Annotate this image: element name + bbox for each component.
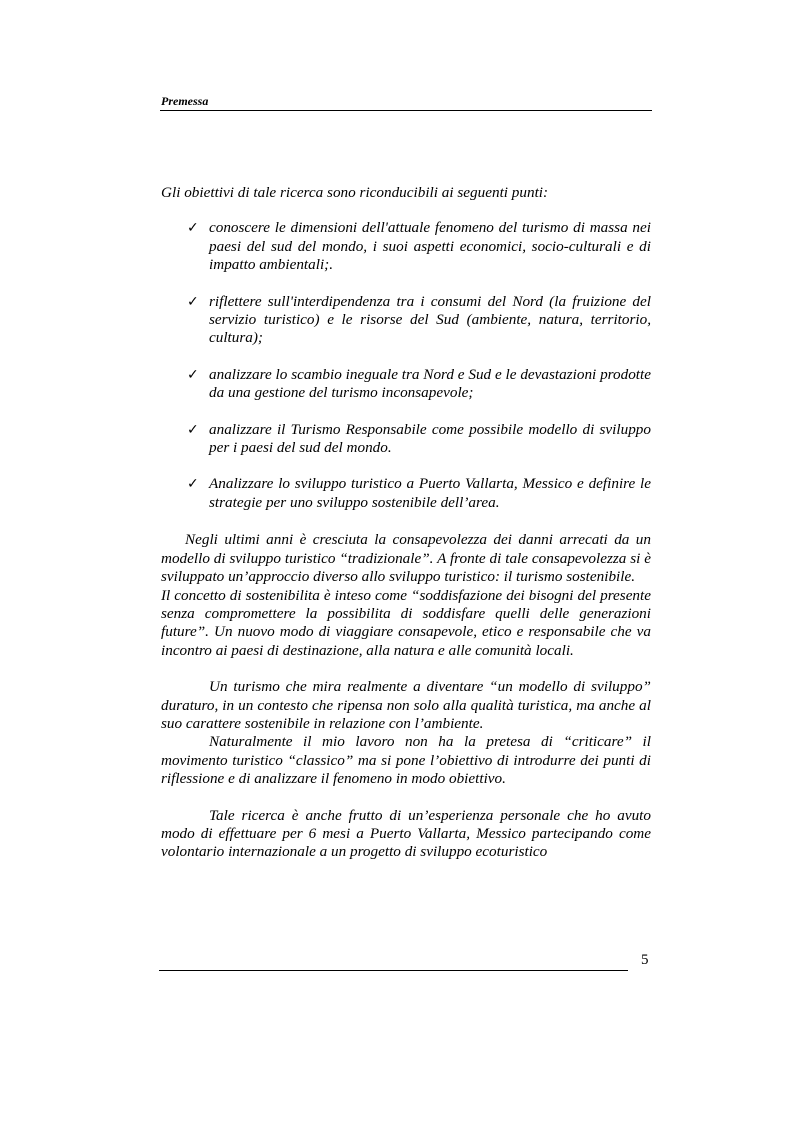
checkmark-icon: ✓ bbox=[187, 293, 199, 310]
checkmark-icon: ✓ bbox=[187, 421, 199, 438]
objective-text: analizzare lo scambio ineguale tra Nord e Sud e le devastazioni prodotte da una gestione del turismo inconsapevole; bbox=[209, 365, 651, 402]
objective-item bbox=[187, 475, 651, 512]
checkmark-icon: ✓ bbox=[187, 366, 199, 383]
paragraph-personal-experience: Tale ricerca è anche frutto di un’esperienza personale che ho avuto modo di effettuare per 6 mesi a Puerto Vallarta, Messico partecipando come volontario internazionale a un progetto di sviluppo ecoturistico bbox=[161, 806, 651, 861]
header-rule bbox=[160, 110, 652, 111]
objective-item bbox=[187, 292, 651, 348]
intro-sentence: Gli obiettivi di tale ricerca sono riconducibili ai seguenti punti: bbox=[161, 184, 549, 201]
objective-text: analizzare il Turismo Responsabile come possibile modello di sviluppo per i paesi del sud del mondo. bbox=[209, 420, 651, 457]
paragraph-development-model: Un turismo che mira realmente a diventare “un modello di sviluppo” duraturo, in un contesto che ripensa non solo alla qualità turistica, ma anche al suo carattere sostenibile in relazione con l’ambiente. bbox=[161, 678, 651, 732]
paragraph-awareness: Negli ultimi anni è cresciuta la consapevolezza dei danni arrecati da un modello di sviluppo turistico “tradizionale”. A fronte di tale consapevolezza si è sviluppato un’approccio diverso allo sviluppo turistico: il turismo sostenibile. bbox=[161, 531, 651, 586]
objective-item bbox=[187, 365, 651, 403]
checkmark-icon: ✓ bbox=[187, 220, 199, 237]
objective-text: conoscere le dimensioni dell'attuale fenomeno del turismo di massa nei paesi del sud del mondo, i suoi aspetti economici, socio-culturali e di impatto ambientali;. bbox=[209, 219, 651, 274]
paragraph-gap bbox=[161, 789, 651, 807]
objectives-list bbox=[161, 219, 651, 512]
paragraph-sustainability-concept: Il concetto di sostenibilita è inteso come “soddisfazione dei bisogni del presente senza compromettere la possibilita di soddisfare quelli delle generazioni future”. Un nuovo modo di viaggiare consapevole, etico e responsabile che va incontro ai paesi di destinazione, alla natura e alle comunità locali. bbox=[161, 586, 651, 659]
paragraph-objective-approach: Naturalmente il mio lavoro non ha la pretesa di “criticare” il movimento turistico “classico” ma si pone l’obiettivo di introdurre dei punti di riflessione e di analizzare il fenomeno in modo obiettivo. bbox=[161, 733, 651, 788]
objective-item bbox=[187, 219, 651, 274]
objective-text: riflettere sull'interdipendenza tra i consumi del Nord (la fruizione del servizio turistico) e le risorse del Sud (ambiente, natura, territorio, cultura); bbox=[209, 292, 651, 347]
page-number: 5 bbox=[641, 952, 649, 968]
running-header: Premessa bbox=[161, 94, 209, 108]
checkmark-icon: ✓ bbox=[187, 476, 199, 493]
footer-rule bbox=[159, 970, 628, 971]
page-body bbox=[161, 184, 651, 862]
objective-item bbox=[187, 420, 651, 458]
objective-text: Analizzare lo sviluppo turistico a Puerto Vallarta, Messico e definire le strategie per uno sviluppo sostenibile dell’area. bbox=[209, 475, 651, 511]
paragraph-gap bbox=[161, 660, 651, 678]
